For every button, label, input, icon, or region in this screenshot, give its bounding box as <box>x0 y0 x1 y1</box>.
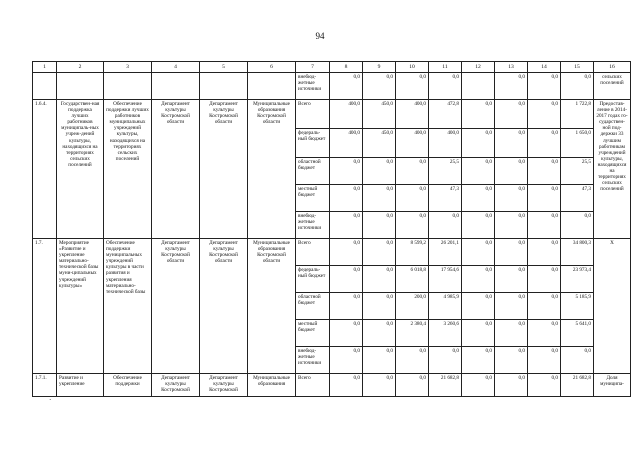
value-cell: 4 985,9 <box>429 293 462 320</box>
value-cell: 0,0 <box>528 320 561 347</box>
value-cell: 0,0 <box>462 212 495 239</box>
header-cell: 15 <box>561 62 594 73</box>
item-name: Развитие и укрепление <box>57 374 104 397</box>
header-cell: 9 <box>363 62 396 73</box>
value-cell: 0,0 <box>495 100 528 129</box>
value-cell: 0,0 <box>528 266 561 293</box>
value-cell: 0,0 <box>363 185 396 212</box>
value-cell: 0,0 <box>363 239 396 266</box>
value-cell: 0,0 <box>561 212 594 239</box>
recipient: Муниципальные образования <box>248 374 296 397</box>
funding-source: внебюд-жетные источники <box>296 73 330 100</box>
coexecutor: Департамент культуры Костромской области <box>200 100 248 239</box>
value-cell: 0,0 <box>462 374 495 397</box>
recipient: Муниципальные образования Костромской области <box>248 239 296 374</box>
value-cell: 25,5 <box>429 158 462 185</box>
note-cell: Доля муниципа- <box>594 374 631 397</box>
value-cell: 34 800,3 <box>561 239 594 266</box>
value-cell: 47,3 <box>561 185 594 212</box>
value-cell: 400,0 <box>396 100 429 129</box>
value-cell: 0,0 <box>462 293 495 320</box>
value-cell: 0,0 <box>528 212 561 239</box>
value-cell: 0,0 <box>528 73 561 100</box>
header-cell: 4 <box>152 62 200 73</box>
empty-cell <box>200 73 248 100</box>
value-cell: 0,0 <box>330 374 363 397</box>
table-row <box>33 73 631 100</box>
value-cell: 400,0 <box>429 129 462 158</box>
header-cell: 11 <box>429 62 462 73</box>
value-cell: 0,0 <box>495 129 528 158</box>
value-cell: 0,0 <box>528 100 561 129</box>
coexecutor: Департамент культуры Костромской области <box>200 239 248 374</box>
coexecutor: Департамент культуры Костромской <box>200 374 248 397</box>
note-cell: Предостав-ление в 2014-2017 годах го-сударствен-ной под-держки 33 лучшим работникам учреждений культуры, находящихся на территориях сельских поселений <box>594 100 631 239</box>
value-cell: 450,0 <box>363 129 396 158</box>
value-cell: 0,0 <box>561 347 594 374</box>
value-cell: 0,0 <box>462 158 495 185</box>
funding-source: федераль-ный бюджет <box>296 266 330 293</box>
empty-cell <box>104 73 152 100</box>
value-cell: 17 954,6 <box>429 266 462 293</box>
value-cell: 21 682,8 <box>429 374 462 397</box>
value-cell: 0,0 <box>330 239 363 266</box>
item-goal: Обеспечение поддержки <box>104 374 152 397</box>
value-cell: 0,0 <box>330 185 363 212</box>
value-cell: 0,0 <box>495 374 528 397</box>
note-cell: Х <box>594 239 631 374</box>
value-cell: 0,0 <box>462 320 495 347</box>
value-cell: 0,0 <box>363 266 396 293</box>
empty-cell <box>248 73 296 100</box>
empty-cell <box>462 73 495 100</box>
empty-cell <box>33 73 57 100</box>
header-row <box>33 62 631 73</box>
value-cell: 3 260,6 <box>429 320 462 347</box>
value-cell: 0,0 <box>528 293 561 320</box>
item-number: 1.7.1. <box>33 374 57 397</box>
funding-source: местный бюджет <box>296 320 330 347</box>
value-cell: 0,0 <box>495 212 528 239</box>
value-cell: 0,0 <box>462 266 495 293</box>
value-cell: 0,0 <box>396 374 429 397</box>
value-cell: 23 973,4 <box>561 266 594 293</box>
executor: Департамент культуры Костромской области <box>152 100 200 239</box>
value-cell: 0,0 <box>330 212 363 239</box>
header-cell: 14 <box>528 62 561 73</box>
page-number: 94 <box>315 31 325 41</box>
value-cell: 0,0 <box>396 158 429 185</box>
value-cell: 0,0 <box>330 293 363 320</box>
value-cell: 1 650,0 <box>561 129 594 158</box>
value-cell: 472,8 <box>429 100 462 129</box>
executor: Департамент культуры Костромской <box>152 374 200 397</box>
value-cell: 8 599,2 <box>396 239 429 266</box>
value-cell: 1 722,8 <box>561 100 594 129</box>
header-cell: 13 <box>495 62 528 73</box>
header-cell: 16 <box>594 62 631 73</box>
value-cell: 0,0 <box>528 158 561 185</box>
value-cell: 0,0 <box>396 347 429 374</box>
value-cell: 0,0 <box>363 73 396 100</box>
value-cell: 0,0 <box>363 293 396 320</box>
value-cell: 0,0 <box>528 129 561 158</box>
header-cell: 12 <box>462 62 495 73</box>
value-cell: 0,0 <box>396 73 429 100</box>
header-cell: 6 <box>248 62 296 73</box>
value-cell: 0,0 <box>363 212 396 239</box>
header-cell: 2 <box>57 62 104 73</box>
executor: Департамент культуры Костромской области <box>152 239 200 374</box>
value-cell: 400,0 <box>330 129 363 158</box>
value-cell: 0,0 <box>363 158 396 185</box>
value-cell: 0,0 <box>462 100 495 129</box>
item-name: Мероприятие «Развитие и укрепление материально-технической базы муни-ципальных учреждений культуры» <box>57 239 104 374</box>
header-cell: 3 <box>104 62 152 73</box>
empty-cell <box>57 73 104 100</box>
item-goal: Обеспечение поддержки муниципальных учреждений культуры в части развития и укрепления материально-технической базы <box>104 239 152 374</box>
value-cell: 0,0 <box>429 212 462 239</box>
value-cell: 0,0 <box>330 320 363 347</box>
budget-table <box>32 61 631 397</box>
value-cell: 200,0 <box>396 293 429 320</box>
value-cell: 0,0 <box>528 347 561 374</box>
value-cell: 0,0 <box>528 185 561 212</box>
table-row <box>33 239 631 266</box>
item-number: 1.6.4. <box>33 100 57 239</box>
value-cell: 450,0 <box>363 100 396 129</box>
note-cell: сельских поселений <box>594 73 631 100</box>
value-cell: 21 682,8 <box>561 374 594 397</box>
value-cell: 0,0 <box>363 347 396 374</box>
funding-source: Всего <box>296 100 330 129</box>
value-cell: 400,0 <box>330 100 363 129</box>
value-cell: 5 641,0 <box>561 320 594 347</box>
value-cell: 0,0 <box>462 185 495 212</box>
item-number: 1.7. <box>33 239 57 374</box>
empty-cell <box>152 73 200 100</box>
stray-mark: · <box>49 396 52 404</box>
value-cell: 0,0 <box>396 212 429 239</box>
table-row <box>33 374 631 397</box>
value-cell: 5 185,9 <box>561 293 594 320</box>
value-cell: 0,0 <box>330 347 363 374</box>
value-cell: 0,0 <box>495 293 528 320</box>
value-cell: 0,0 <box>561 73 594 100</box>
value-cell: 0,0 <box>495 347 528 374</box>
funding-source: областной бюджет <box>296 293 330 320</box>
value-cell: 6 018,8 <box>396 266 429 293</box>
value-cell: 0,0 <box>462 347 495 374</box>
value-cell: 47,3 <box>429 185 462 212</box>
value-cell: 0,0 <box>528 374 561 397</box>
value-cell: 0,0 <box>330 73 363 100</box>
value-cell: 25,5 <box>561 158 594 185</box>
funding-source: внебюд-жетные источники <box>296 347 330 374</box>
header-cell: 7 <box>296 62 330 73</box>
header-cell: 8 <box>330 62 363 73</box>
value-cell: 0,0 <box>495 73 528 100</box>
header-cell: 10 <box>396 62 429 73</box>
header-cell: 1 <box>33 62 57 73</box>
funding-source: федераль-ный бюджет <box>296 129 330 158</box>
funding-source: Всего <box>296 239 330 266</box>
value-cell: 0,0 <box>495 158 528 185</box>
recipient: Муниципальные образования Костромской области <box>248 100 296 239</box>
funding-source: областной бюджет <box>296 158 330 185</box>
value-cell: 0,0 <box>330 158 363 185</box>
value-cell: 0,0 <box>495 239 528 266</box>
value-cell: 2 380,4 <box>396 320 429 347</box>
value-cell: 0,0 <box>462 239 495 266</box>
value-cell: 0,0 <box>528 239 561 266</box>
item-goal: Обеспечение поддержки лучших работников муниципальных учреждений культуры, находящихся на территориях сельских поселений <box>104 100 152 239</box>
value-cell: 0,0 <box>363 320 396 347</box>
funding-source: Всего <box>296 374 330 397</box>
header-cell: 5 <box>200 62 248 73</box>
value-cell: 0,0 <box>495 320 528 347</box>
value-cell: 0,0 <box>330 266 363 293</box>
funding-source: внебюд-жетные источники <box>296 212 330 239</box>
value-cell: 0,0 <box>429 73 462 100</box>
value-cell: 0,0 <box>363 374 396 397</box>
item-name: Государствен-ная поддержка лучших работников муниципаль-ных учреж-дений культуры, находящихся на территориях сельских поселений <box>57 100 104 239</box>
value-cell: 26 201,1 <box>429 239 462 266</box>
table-row <box>33 100 631 129</box>
value-cell: 0,0 <box>429 347 462 374</box>
funding-source: местный бюджет <box>296 185 330 212</box>
value-cell: 0,0 <box>495 266 528 293</box>
value-cell: 0,0 <box>462 129 495 158</box>
value-cell: 0,0 <box>396 185 429 212</box>
value-cell: 400,0 <box>396 129 429 158</box>
value-cell: 0,0 <box>495 185 528 212</box>
